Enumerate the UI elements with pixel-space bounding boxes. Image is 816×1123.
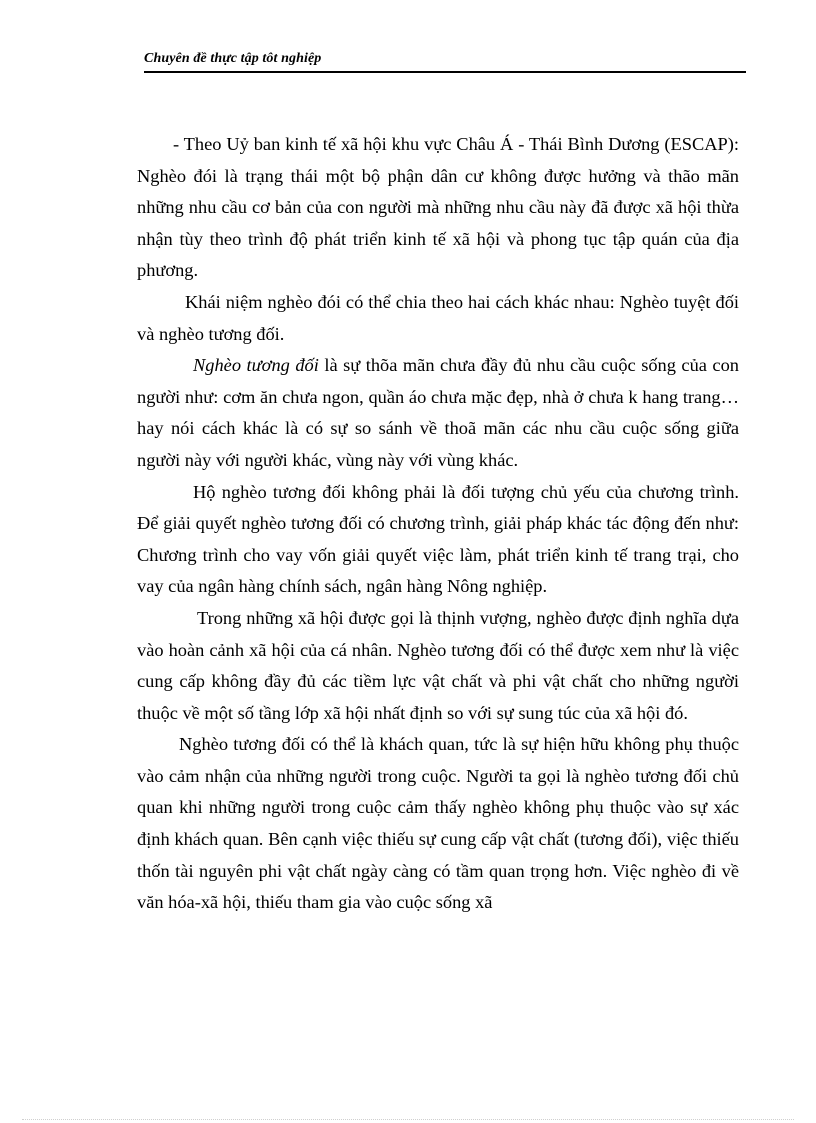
paragraph-relative-poor-households: Hộ nghèo tương đối không phải là đối tượng chủ yếu của chương trình. Để giải quyết nghèo tương đối có chương trình, giải pháp khác tác động đến như: Chương trình cho vay vốn giải quyết việc làm, phát triển kinh tế trang trại, cho vay của ngân hàng chính sách, ngân hàng Nông nghiệp. xyxy=(137,481,739,597)
page-header xyxy=(144,49,746,73)
header-title: Chuyên đề thực tập tôt nghiệp xyxy=(144,51,322,66)
page-bottom-edge xyxy=(22,1119,794,1120)
paragraph-escap-definition: - Theo Uỷ ban kinh tế xã hội khu vực Châu Á - Thái Bình Dương (ESCAP): Nghèo đói là trạng thái một bộ phận dân cư không được hưởng và thão mãn những nhu cầu cơ bản của con người mà những nhu cầu này đã được xã hội thừa nhận tùy theo trình độ phát triển kinh tế xã hội và phong tục tập quán của địa phương. xyxy=(137,134,739,281)
paragraph-relative-poverty-definition xyxy=(137,350,739,476)
header-divider xyxy=(144,71,746,73)
paragraph-poverty-classification: Khái niệm nghèo đói có thể chia theo hai cách khác nhau: Nghèo tuyệt đối và nghèo tương đối. xyxy=(137,291,739,344)
body-text xyxy=(137,129,739,919)
paragraph-objective-subjective-poverty: Nghèo tương đối có thể là khách quan, tức là sự hiện hữu không phụ thuộc vào cảm nhận của những người trong cuộc. Người ta gọi là nghèo tương đối chủ quan khi những người trong cuộc cảm thấy nghèo không phụ thuộc vào sự xác định khách quan. Bên cạnh việc thiếu sự cung cấp vật chất (tương đối), việc thiếu thốn tài nguyên phi vật chất ngày càng có tầm quan trọng hơn. Việc nghèo đi về văn hóa-xã hội, thiếu tham gia vào cuộc sống xã xyxy=(137,734,739,913)
relative-poverty-description: là sự thõa mãn chưa đầy đủ nhu cầu cuộc sống của con người như: cơm ăn chưa ngon, quần áo chưa mặc đẹp, nhà ở chưa k hang trang… hay nói cách khác là có sự so sánh về thoã mãn các nhu cầu cuộc sống giữa người này với người khác, vùng này với vùng khác. xyxy=(137,355,739,470)
paragraph-prosperous-societies: Trong những xã hội được gọi là thịnh vượng, nghèo được định nghĩa dựa vào hoàn cảnh xã hội của cá nhân. Nghèo tương đối có thể được xem như là việc cung cấp không đầy đủ các tiềm lực vật chất và phi vật chất cho những người thuộc về một số tầng lớp xã hội nhất định so với sự sung túc của xã hội đó. xyxy=(137,607,739,723)
relative-poverty-term: Nghèo tương đối xyxy=(193,355,319,376)
